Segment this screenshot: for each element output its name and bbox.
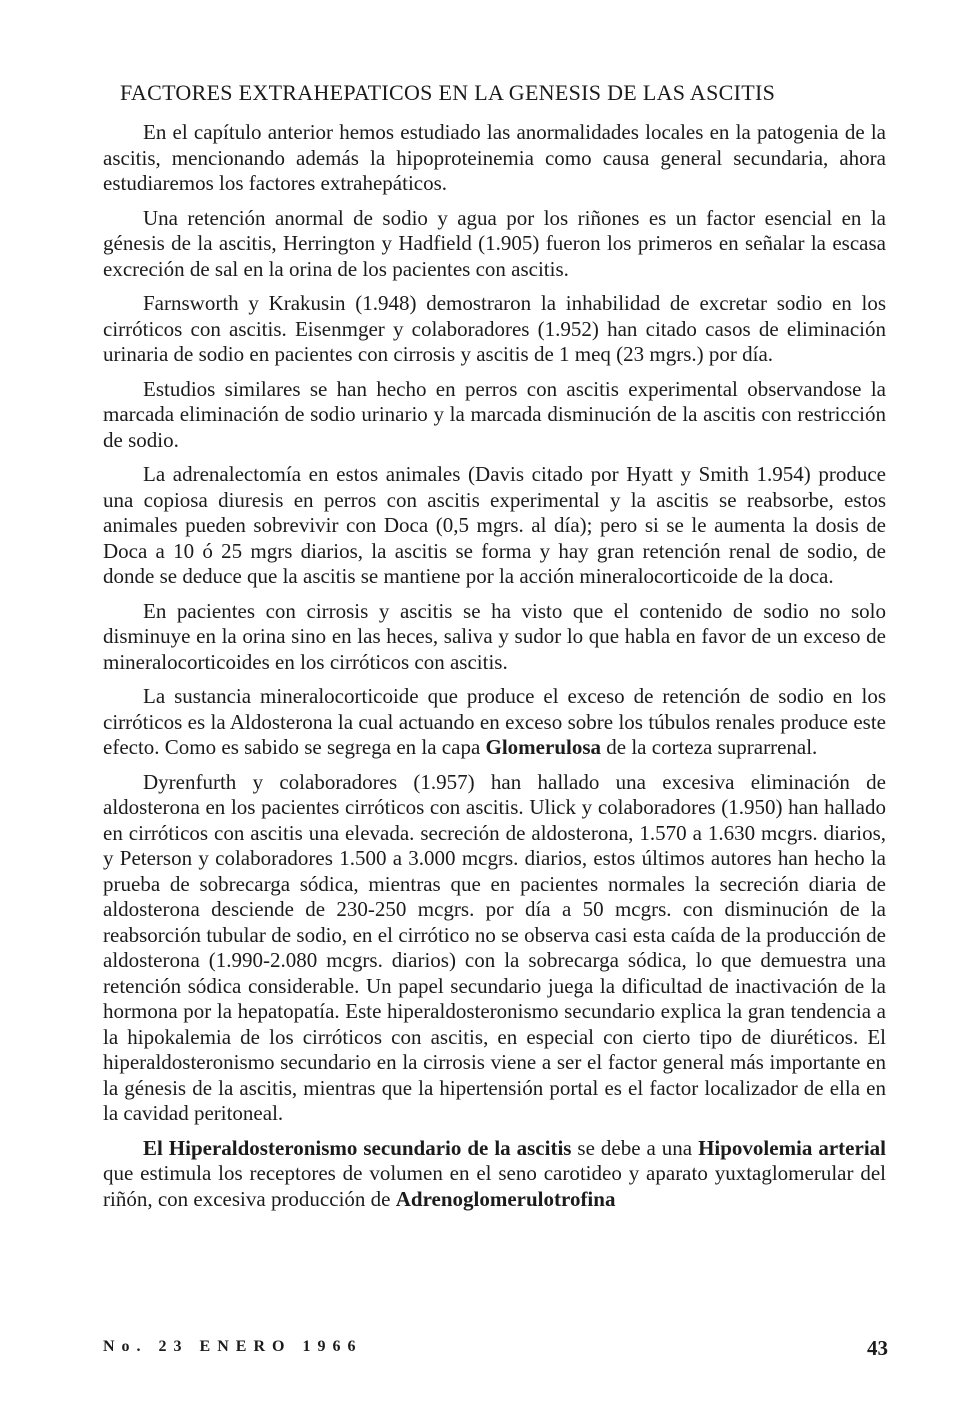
article-body [103, 120, 886, 1221]
paragraph-9-text-b: que estimula los receptores de volumen en el seno carotideo y aparato yuxtaglomerular del riñón, con excesiva producción de [103, 1161, 886, 1211]
page-number: 43 [867, 1336, 888, 1360]
paragraph-9 [103, 1136, 886, 1213]
paragraph-9-bold-1: El Hiperaldosteronismo secundario de la ascitis [143, 1135, 572, 1160]
paragraph-7-text-b: de la corteza suprarrenal. [601, 735, 818, 759]
paragraph-9-bold-3: Adrenoglomerulotrofina [395, 1186, 616, 1211]
paragraph-9-text-a: se debe a una [571, 1135, 699, 1160]
paragraph-4: Estudios similares se han hecho en perros con ascitis experimental observandose la marcada eliminación de sodio urinario y la marcada disminución de la ascitis con restricción de sodio. [103, 376, 886, 452]
paragraph-7 [103, 684, 886, 761]
paragraph-7-text-a: La sustancia mineralocorticoide que produce el exceso de retención de sodio en los cirróticos es la Aldosterona la cual actuando en exceso sobre los túbulos renales produce este efecto. Como es sabido se segrega en la capa [103, 684, 886, 759]
paragraph-6: En pacientes con cirrosis y ascitis se ha visto que el contenido de sodio no solo disminuye en la orina sino en las heces, saliva y sudor lo que habla en favor de un exceso de mineralocorticoides en los cirróticos con ascitis. [103, 598, 886, 674]
paragraph-5: La adrenalectomía en estos animales (Davis citado por Hyatt y Smith 1.954) produce una copiosa diuresis en perros con ascitis experimental y la ascitis se reabsorbe, estos animales pueden sobrevivir con Doca (0,5 mgrs. al día); pero si se le aumenta la dosis de Doca a 10 ó 25 mgrs diarios, la ascitis se forma y hay gran retención renal de sodio, de donde se deduce que la ascitis se mantiene por la acción mineralocorticoide de la doca. [103, 462, 886, 588]
paragraph-3: Farnsworth y Krakusin (1.948) demostraron la inhabilidad de excretar sodio en los cirróticos con ascitis. Eisenmger y colaboradores (1.952) han citado casos de eliminación urinaria de sodio en pacientes con cirrosis y ascitis de 1 meq (23 mgrs.) por día. [103, 291, 886, 366]
footer-issue: No. 23 ENERO 1966 [103, 1338, 363, 1355]
paragraph-2: Una retención anormal de sodio y agua por los riñones es un factor esencial en la génesis de la ascitis, Herrington y Hadfield (1.905) fueron los primeros en señalar la escasa excreción de sal en la orina de los pacientes con ascitis. [103, 205, 886, 281]
paragraph-7-bold: Glomerulosa [485, 735, 602, 759]
paragraph-8: Dyrenfurth y colaboradores (1.957) han hallado una excesiva eliminación de aldosterona en los pacientes cirróticos con ascitis. Ulick y colaboradores (1.950) han hallado en cirróticos con ascitis una elevada. secreción de aldosterona, 1.570 a 1.630 mcgrs. diarios, y Peterson y colaboradores 1.500 a 3.000 mcgrs. diarios, estos últimos autores han hecho la prueba de sobrecarga sódica, mientras que en pacientes normales la secreción diaria de aldosterona desciende de 230-250 mcgrs. por día a 50 mcgrs. con disminución de la reabsorción tubular de sodio, en el cirrótico no se observa casi esta caída de la producción de aldosterona (1.990-2.080 mcgrs. diarios) con la sobrecarga sódica, lo que demuestra una retención sódica considerable. Un papel secundario juega la dificultad de inactivación de la hormona por la hepatopatía. Este hiperaldosteronismo secundario explica la gran tendencia a la hipokalemia de los cirróticos con ascitis, en especial con cierto tipo de diuréticos. El hiperaldosteronismo secundario en la cirrosis viene a ser el factor general más importante en la génesis de la ascitis, mientras que la hipertensión portal es el factor localizador de ella en la cavidad peritoneal. [103, 769, 886, 1125]
paragraph-9-bold-2: Hipovolemia arterial [698, 1135, 886, 1160]
page-title: FACTORES EXTRAHEPATICOS EN LA GENESIS DE LAS ASCITIS [120, 80, 776, 105]
paragraph-1: En el capítulo anterior hemos estudiado las anormalidades locales en la patogenia de la ascitis, mencionando además la hipoproteinemia como causa general secundaria, ahora estudiaremos los factores extrahepáticos. [103, 120, 886, 195]
